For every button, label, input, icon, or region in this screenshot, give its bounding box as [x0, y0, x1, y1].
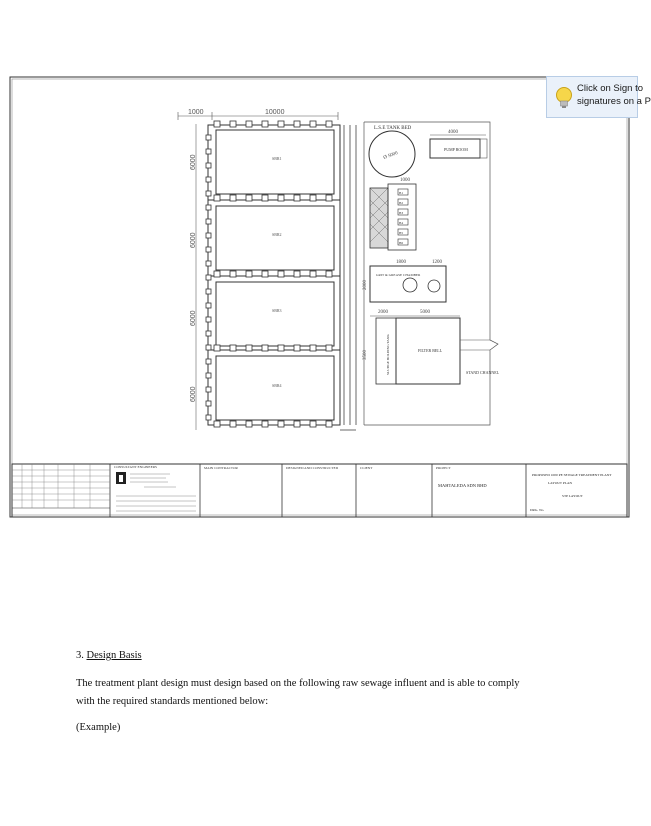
pipe-fitting — [294, 195, 300, 201]
pipe-fitting — [206, 163, 211, 168]
dim-4000: 4000 — [448, 130, 458, 135]
pipe-fitting — [214, 271, 220, 277]
section-heading — [76, 648, 142, 664]
contractor-header: MAIN CONTRACTOR — [204, 466, 238, 470]
sludge-label: SLUDGE HOLDING TANK — [386, 334, 390, 375]
filter-label: FILTER BELL — [418, 348, 443, 353]
dim-5000: 5000 — [420, 310, 430, 315]
pipe-fitting — [206, 275, 211, 280]
pipe-fitting — [294, 121, 300, 127]
sign-popup[interactable] — [546, 76, 651, 118]
paragraph-line-1: The treatment plant design must design based on the following raw sewage influent and is able to comply — [76, 678, 520, 689]
pipe-fitting — [326, 345, 332, 351]
pipe-fitting — [294, 271, 300, 277]
tank-label-2: SBR2 — [272, 232, 282, 237]
pipe-fitting — [246, 421, 252, 427]
pipe-fitting — [206, 247, 211, 252]
pipe-fitting — [310, 345, 316, 351]
dim-10000: 10000 — [265, 109, 285, 116]
pipe-fitting — [294, 421, 300, 427]
pipe-fitting — [262, 421, 268, 427]
pipe-fitting — [310, 271, 316, 277]
pipe-fitting — [214, 345, 220, 351]
pipe-fitting — [262, 271, 268, 277]
pipe-fitting — [214, 121, 220, 127]
tank-label-4: SBR4 — [272, 383, 282, 388]
pipe-fitting — [206, 415, 211, 420]
pipe-fitting — [206, 177, 211, 182]
dim-side-4: 6000 — [190, 386, 197, 402]
pipe-fitting — [206, 345, 211, 350]
dim-1000: 1000 — [188, 109, 204, 116]
popup-line-2: signatures on a P — [577, 96, 651, 107]
sheet-name: STP LAYOUT — [562, 494, 583, 498]
grit-label: GRIT & GREASE CHAMBER — [376, 273, 421, 277]
pipe-fitting — [278, 271, 284, 277]
heading-text: Design Basis — [86, 650, 142, 661]
dim-1000-b: 1000 — [400, 178, 410, 183]
pipe-fitting — [206, 149, 211, 154]
pipe-fitting — [230, 345, 236, 351]
dim-side-2: 6000 — [190, 232, 197, 248]
client-name: MAHTALEDA SDN BHD — [438, 483, 487, 488]
dim-2000b: 2000 — [378, 310, 388, 315]
pipe-fitting — [278, 195, 284, 201]
dim-1800: 1800 — [396, 260, 406, 265]
paragraph-line-2: with the required standards mentioned below: — [76, 696, 269, 707]
pipe-fitting — [206, 219, 211, 224]
pipe-fitting — [246, 121, 252, 127]
blower-label: B2 — [399, 201, 404, 205]
consultant-header: CONSULTANT ENGINEERS — [114, 465, 157, 469]
blower-label: B3 — [399, 211, 404, 215]
pipe-fitting — [214, 195, 220, 201]
pipe-fitting — [206, 303, 211, 308]
project-header: PROJECT — [436, 466, 451, 470]
pipe-fitting — [262, 345, 268, 351]
drawing-border — [10, 77, 629, 517]
pipe-fitting — [326, 195, 332, 201]
dim-3500: 3500 — [363, 350, 368, 360]
blower-label: B4 — [399, 221, 404, 225]
popup-line-1: Click on Sign to — [577, 83, 644, 94]
circular-tank-dia: Ø 5000 — [382, 151, 399, 161]
lift-tank-label: L.S.E TANK BED — [374, 126, 412, 131]
pipe-fitting — [310, 421, 316, 427]
dim-side-3: 6000 — [190, 310, 197, 326]
pipe-fitting — [262, 121, 268, 127]
pipe-fitting — [206, 387, 211, 392]
designer-header: DESIGNED AND CONSTRUCTED — [286, 466, 339, 470]
lightbulb-icon — [553, 85, 575, 111]
pipe-fitting — [278, 121, 284, 127]
pipe-fitting — [206, 205, 211, 210]
pipe-fitting — [230, 195, 236, 201]
pipe-fitting — [246, 345, 252, 351]
dim-1200: 1200 — [432, 260, 442, 265]
project-name: PROPOSED 1000 PE SEWAGE TREATMENT PLANT — [532, 473, 612, 477]
drawing-title: LAYOUT PLAN — [548, 481, 573, 485]
pipe-fitting — [326, 121, 332, 127]
pipe-fitting — [206, 331, 211, 336]
drawing-number: DRG. No. — [530, 508, 545, 512]
pipe-fitting — [206, 191, 211, 196]
tank-label-1: SBR1 — [272, 156, 282, 161]
blower-label: B5 — [399, 231, 404, 235]
pipe-fitting — [230, 421, 236, 427]
heading-number: 3. — [76, 650, 84, 661]
pipe-fitting — [206, 289, 211, 294]
pipe-fitting — [246, 195, 252, 201]
pipe-fitting — [206, 317, 211, 322]
dim-2000: 2000 — [363, 280, 368, 290]
pipe-fitting — [206, 233, 211, 238]
pipe-fitting — [206, 135, 211, 140]
pump-room-label: PUMP ROOM — [444, 147, 468, 152]
pipe-fitting — [206, 261, 211, 266]
pipe-fitting — [230, 121, 236, 127]
outlet-label: STAND CHANNEL — [466, 370, 500, 375]
dim-side-1: 6000 — [190, 154, 197, 170]
pipe-fitting — [326, 271, 332, 277]
pipe-fitting — [246, 271, 252, 277]
pipe-fitting — [310, 121, 316, 127]
pipe-fitting — [214, 421, 220, 427]
pipe-fitting — [278, 421, 284, 427]
client-header: CLIENT — [360, 466, 373, 470]
pipe-fitting — [262, 195, 268, 201]
pipe-fitting — [310, 195, 316, 201]
tank-label-3: SBR3 — [272, 308, 282, 313]
example-label: (Example) — [76, 722, 121, 733]
pipe-fitting — [278, 345, 284, 351]
pipe-fitting — [206, 401, 211, 406]
pipe-fitting — [326, 421, 332, 427]
pipe-fitting — [294, 345, 300, 351]
blower-label: B6 — [399, 241, 404, 245]
pipe-fitting — [206, 359, 211, 364]
blower-label: B1 — [399, 191, 404, 195]
pipe-fitting — [230, 271, 236, 277]
pipe-fitting — [206, 373, 211, 378]
